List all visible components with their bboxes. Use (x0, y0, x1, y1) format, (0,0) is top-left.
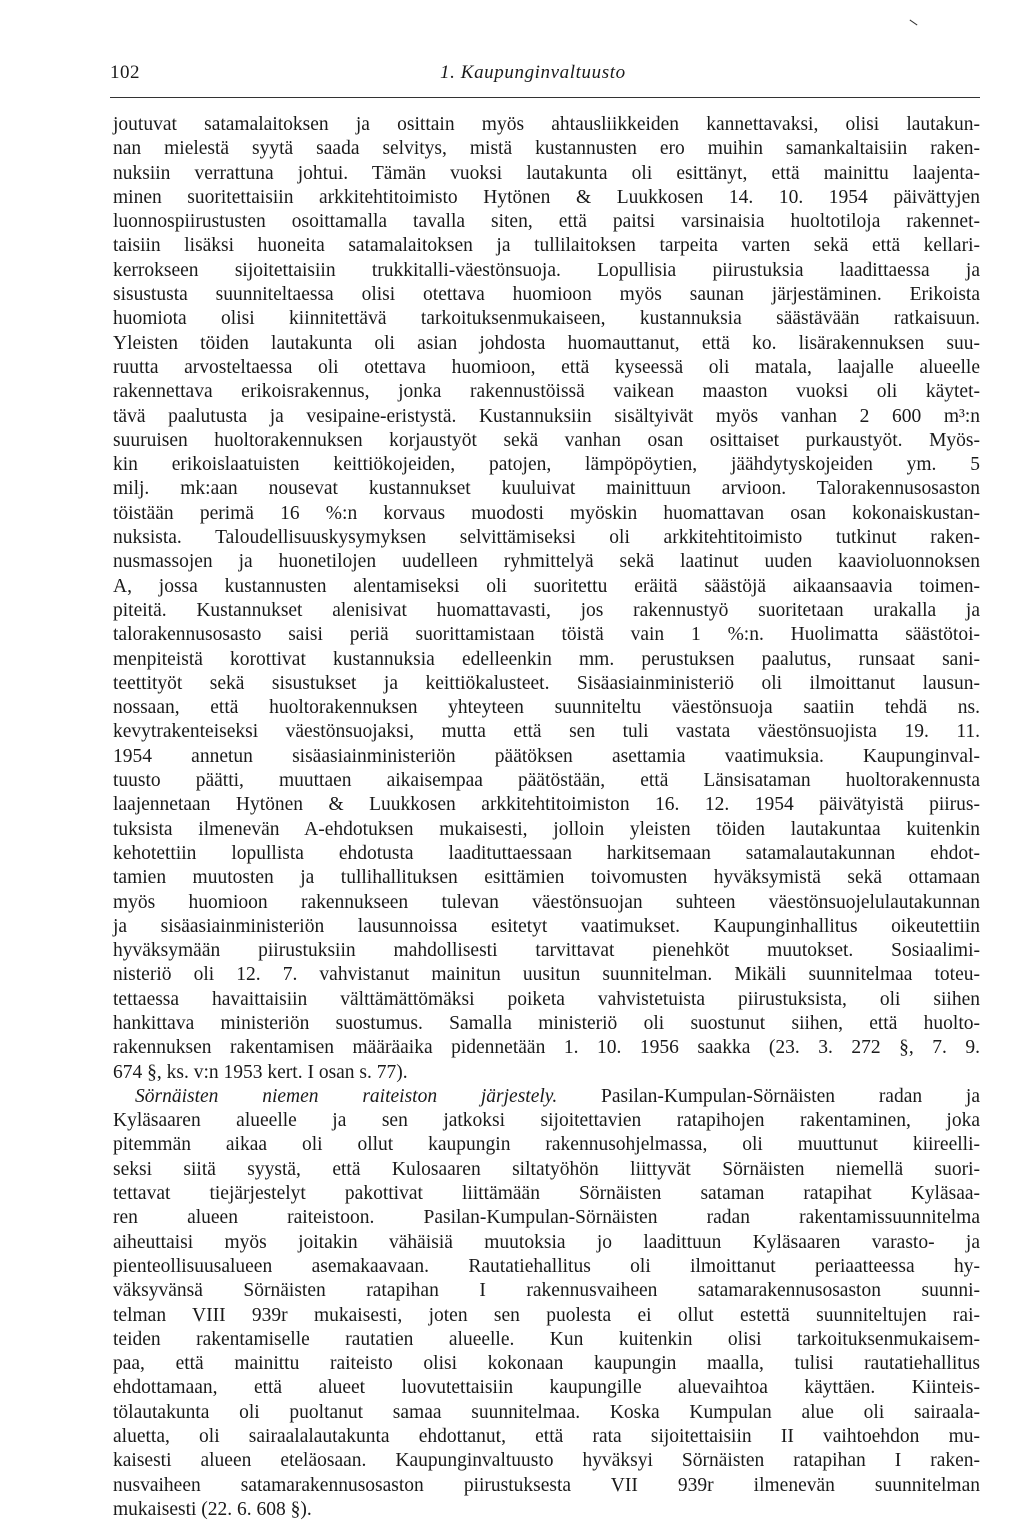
text-line: kerrokseen sijoitettaisiin trukkitalli-väestönsuoja. Lopullisia piirustuksia laadittaessa ja (113, 259, 980, 281)
running-head: 1. Kaupunginvaltuusto (440, 62, 626, 83)
text-line: tuksista ilmenevän A-ehdotuksen mukaisesti, jolloin yleisten töiden lautakuntaa kuitenkin (113, 818, 980, 840)
text-line: kaisesti alueen eteläosaan. Kaupunginvaltuusto hyväksyi Sörnäisten ratapihan I raken- (113, 1450, 980, 1472)
text-line: suuruisen huoltorakennuksen korjaustyöt sekä vanhan osan osittaiset purkaustyöt. Myös- (113, 429, 980, 451)
text-line: kin erikoislaatuisten keittiökojeiden, patojen, lämpöpöytien, jäähdytyskojeiden ym. 5 (113, 454, 980, 476)
text-line: seksi siitä syystä, että Kulosaaren siltatyöhön liittyvät Sörnäisten niemellä suori- (113, 1158, 980, 1180)
text-line: kehotettiin lopullista ehdotusta laadituttaessaan harkitsemaan satamalautakunnan ehdot- (113, 842, 980, 864)
text-line: 674 §, ks. v:n 1953 kert. I osan s. 77). (113, 1061, 408, 1083)
section-heading: Sörnäisten niemen raiteiston järjestely. (135, 1085, 558, 1107)
text-line: rakennuksen rakentamisen määräaika pidennetään 1. 10. 1956 saakka (23. 3. 272 §, 7. 9. (113, 1037, 980, 1059)
text-line: myös huomioon rakennukseen tulevan väestönsuojan suhteen väestönsuojelulautakunnan (113, 891, 980, 913)
section-first-line (113, 1085, 980, 1109)
page-number: 102 (110, 62, 140, 83)
header-rule (110, 97, 980, 98)
text-line: telman VIII 939r mukaisesti, joten sen puolesta ei ollut estettä suunniteltujen rai- (113, 1304, 980, 1326)
text-line: luonnospiirustusten osoittamalla tavalla siten, että paitsi varsinaisia huoltotiloja rakennet- (113, 211, 980, 233)
text-line: milj. mk:aan nousevat kustannukset kuuluivat mainittuun arvioon. Talorakennusosaston (113, 478, 980, 500)
text-line: tamien muutosten ja tullihallituksen esittämien toivomusten hyväksymistä sekä ottamaan (113, 867, 980, 889)
text-line: nuksista. Taloudellisuuskysymyksen selvittämiseksi oli arkkitehtitoimisto tutkinut raken- (113, 527, 980, 549)
text-line: Kyläsaaren alueelle ja sen jatkoksi sijoitettavien ratapihojen rakentaminen, joka (113, 1110, 980, 1132)
page-header (110, 62, 980, 90)
text-line: joutuvat satamalaitoksen ja osittain myös ahtausliikkeiden kannettavaksi, olisi lautakun- (113, 114, 980, 135)
text-line: nan mielestä syytä saada selvitys, mistä kustannusten ero muihin samankaltaisiin raken- (113, 138, 980, 160)
text-line: talorakennusosasto saisi periä suorittamistaan töistä vain 1 %:n. Huolimatta säästötoi- (113, 624, 980, 646)
section-first-line-text: Pasilan-Kumpulan-Sörnäisten radan ja (557, 1085, 980, 1107)
text-line: nossaan, että huoltorakennuksen yhteyteen suunniteltu väestönsuoja saatiin tehdä ns. (113, 697, 980, 719)
text-line: nusmassojen ja huonetilojen uudelleen ryhmittelyä sekä laatinut uuden kaavioluonnoksen (113, 551, 980, 573)
text-line: sisustusta suunniteltaessa olisi otettava huomioon myös saunan järjestäminen. Erikoista (113, 284, 980, 306)
text-line: väksyvänsä Sörnäisten ratapihan I rakennusvaiheen satamarakennusosaston suunni- (113, 1280, 980, 1302)
text-line: paa, että mainittu raiteisto olisi kokonaan kaupungin maalla, tulisi rautatiehallitus (113, 1353, 980, 1375)
text-line: menpiteistä korottivat kustannuksia edelleenkin mm. perustuksen paalutus, runsaat sani- (113, 648, 980, 670)
text-line: nuksiin verrattuna johtui. Tämän vuoksi lautakunta oli esittänyt, että mainittu laajenta- (113, 162, 980, 184)
text-line: minen suoritettaisiin arkkitehtitoimisto Hytönen & Luukkosen 14. 10. 1954 päivättyjen (113, 186, 980, 208)
text-line: pitemmän aikaa oli ollut kaupungin rakennusohjelmassa, oli muuttunut kiireelli- (113, 1134, 980, 1156)
text-line: nusvaiheen satamarakennusosaston piirustuksesta VII 939r ilmenevän suunnitelman (113, 1474, 980, 1496)
text-line: tettavat tiejärjestelyt pakottivat liittämään Sörnäisten sataman ratapihat Kyläsaa- (113, 1183, 980, 1205)
text-line: tävä paalutusta ja vesipaine-eristystä. Kustannuksiin sisältyivät myös vanhan 2 600 m³:n (113, 405, 980, 427)
text-line: rakennettava erikoisrakennus, jonka rakennustöissä vaikean maaston vuoksi oli käytet- (113, 381, 980, 403)
text-line: ja sisäasiainministeriön lausunnoissa esitetyt vaatimukset. Kaupunginhallitus oikeutettiin (113, 915, 980, 937)
text-line: aluetta, oli sairaalalautakunta ehdottanut, että rata sijoitettaisiin II vaihtoehdon mu- (113, 1426, 980, 1448)
text-line: tuusto päätti, muuttaen aikaisempaa päätöstään, että Länsisataman huoltorakennusta (113, 770, 980, 792)
text-line: piteitä. Kustannukset alenisivat huomattavasti, jos rakennustyö suoritetaan urakalla ja (113, 599, 980, 621)
text-line: kevytrakenteiseksi väestönsuojaksi, mutta että sen tuli vastata väestönsuojista 19. 11. (113, 721, 980, 743)
text-line: mukaisesti (22. 6. 608 §). (113, 1498, 312, 1520)
text-line: 1954 annetun sisäasiainministeriön päätöksen asettamia vaatimuksia. Kaupunginval- (113, 745, 980, 767)
text-line: laajennetaan Hytönen & Luukkosen arkkitehtitoimiston 16. 12. 1954 päivätyistä piirus- (113, 794, 980, 816)
text-line: ruutta arvosteltaessa oli otettava huomioon, että kyseessä oli matala, laajalle alueelle (113, 356, 980, 378)
stray-mark (910, 20, 918, 26)
text-line: tölautakunta oli puoltanut samaa suunnitelmaa. Koska Kumpulan alue oli sairaala- (113, 1401, 980, 1423)
text-line: ren alueen raiteistoon. Pasilan-Kumpulan-Sörnäisten radan rakentamissuunnitelma (113, 1207, 980, 1229)
text-line: aiheuttaisi myös joitakin vähäisiä muutoksia jo laadittuun Kyläsaaren varasto- ja (113, 1231, 980, 1253)
text-line: töistään perimä 16 %:n korvaus muodosti myöskin huomattavan osan kokonaiskustan- (113, 502, 980, 524)
text-line: tettaessa havaittaisiin välttämättömäksi poiketa vahvistetuista piirustuksista, oli siihen (113, 988, 980, 1010)
text-line: teiden rakentamiselle rautatien alueelle. Kun kuitenkin olisi tarkoituksenmukaisem- (113, 1328, 980, 1350)
text-line: nisteriö oli 12. 7. vahvistanut mainitun uusitun suunnitelman. Mikäli suunnitelmaa toteu- (113, 964, 980, 986)
text-line: pienteollisuusalueen asemakaavaan. Rautatiehallitus oli ilmoittanut periaatteessa hy- (113, 1255, 980, 1277)
text-line: hyväksymään piirustuksiin mahdollisesti tarvittavat pienehköt muutokset. Sosiaalimi- (113, 940, 980, 962)
text-line: Yleisten töiden lautakunta oli asian johdosta huomauttanut, että ko. lisärakennuksen suu- (113, 332, 980, 354)
text-line: teettityöt sekä sisustukset ja keittiökalusteet. Sisäasiainministeriö oli ilmoittanut lausun- (113, 672, 980, 694)
text-line: ehdottamaan, että alueet luovutettaisiin kaupungille aluevaihtoa käyttäen. Kiinteis- (113, 1377, 980, 1399)
text-line: huomiota olisi kiinnitettävä tarkoituksenmukaiseen, kustannuksia säästävään ratkaisuun. (113, 308, 980, 330)
text-line: hankittava ministeriön suostumus. Samalla ministeriö oli suostunut siihen, että huolto- (113, 1012, 980, 1034)
text-line: taisiin lisäksi huoneita satamalaitoksen ja tullilaitoksen tarpeita varten sekä että kellari- (113, 235, 980, 257)
body-text (113, 113, 980, 1522)
text-line: A, jossa kustannusten alentamiseksi oli suoritettu eräitä säästöjä aikaansaavia toimen- (113, 575, 980, 597)
